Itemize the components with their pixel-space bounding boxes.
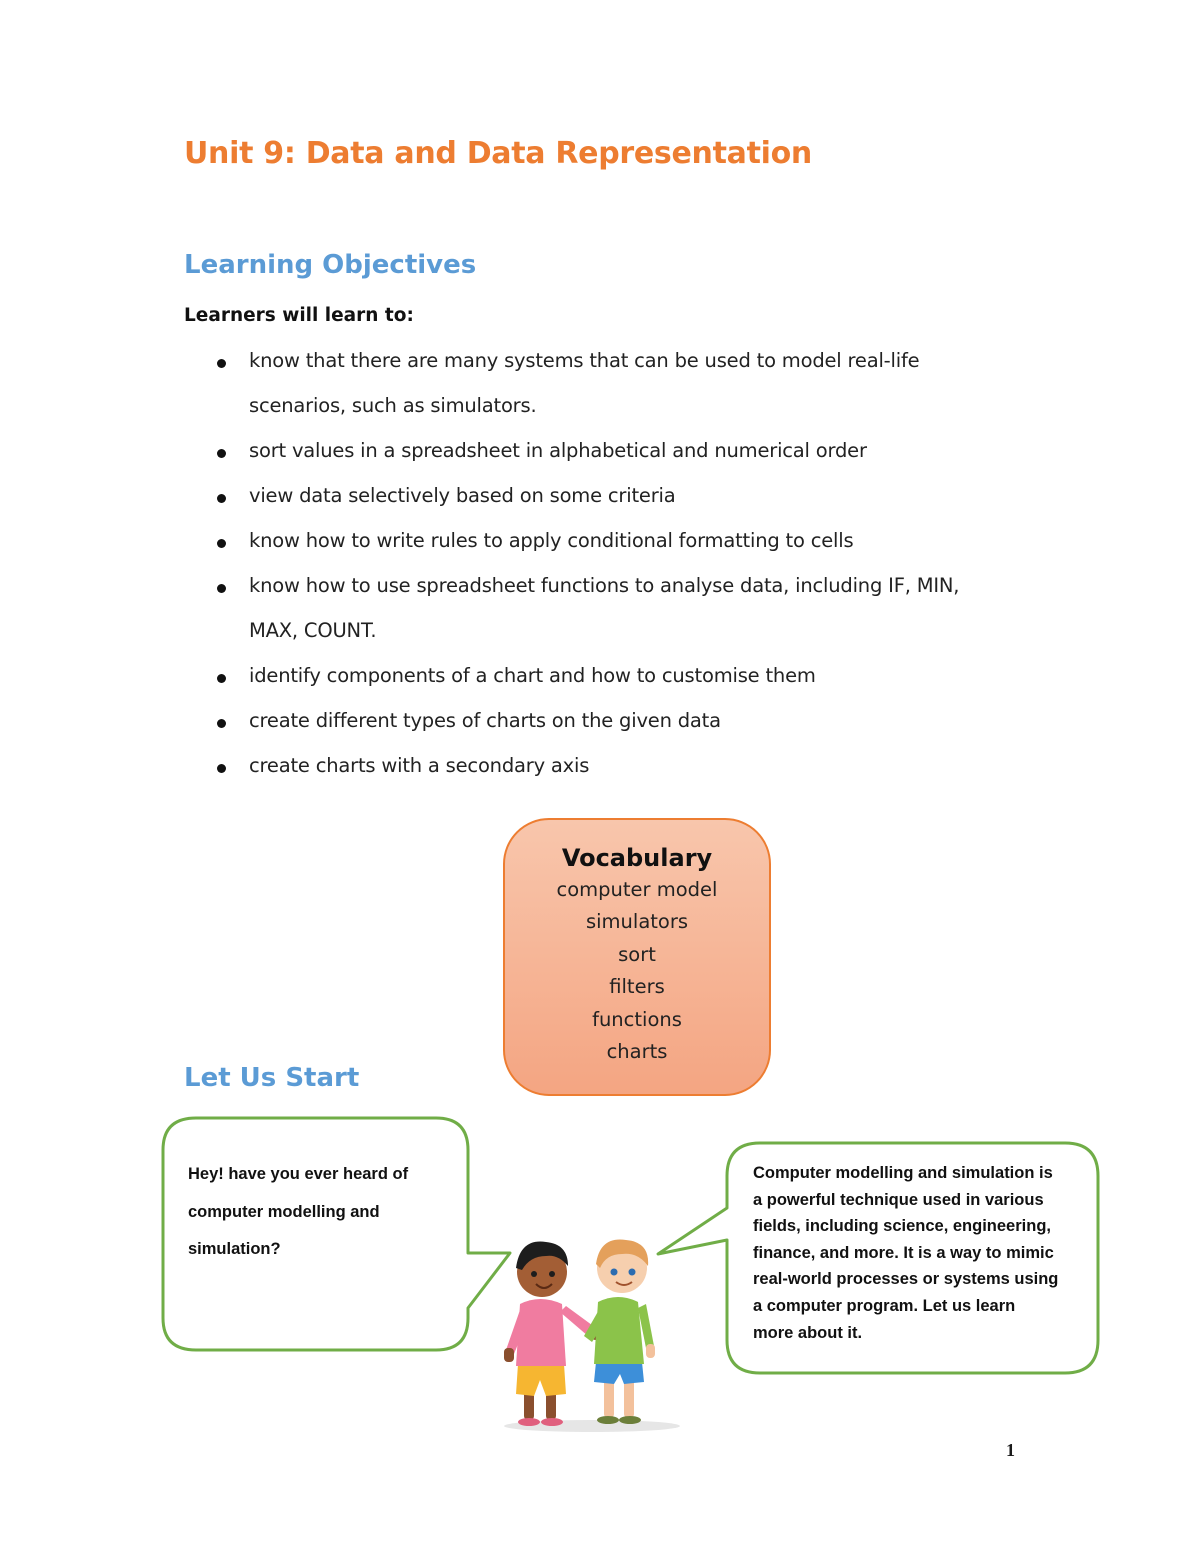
objective-item-text: know how to use spreadsheet functions to analyse data, including IF, MIN, — [249, 574, 960, 597]
vocabulary-item: sort — [618, 942, 656, 966]
left-bubble-line: simulation? — [188, 1240, 281, 1258]
vocabulary-item: simulators — [585, 910, 689, 934]
right-bubble-line: finance, and more. It is a way to mimic — [753, 1243, 1054, 1262]
unit-title: Unit 9: Data and Data Representation — [184, 136, 812, 171]
left-speech-bubble — [163, 1118, 510, 1350]
vocabulary-item: charts — [606, 1040, 668, 1064]
objective-item-text: identify components of a chart and how to customise them — [249, 664, 816, 687]
objective-item-text: MAX, COUNT. — [249, 619, 377, 642]
objective-item-text: know how to write rules to apply conditional formatting to cells — [249, 529, 854, 552]
right-bubble-line: more about it. — [753, 1323, 863, 1342]
objective-item-text: sort values in a spreadsheet in alphabetical and numerical order — [249, 439, 867, 462]
learning-objectives-heading: Learning Objectives — [184, 250, 477, 280]
left-bubble-line: computer modelling and — [188, 1202, 380, 1221]
objective-item-text: create different types of charts on the given data — [249, 709, 721, 732]
right-bubble-line: real-world processes or systems using — [753, 1270, 1059, 1289]
vocabulary-item: computer model — [556, 878, 718, 901]
objective-item-text: create charts with a secondary axis — [249, 754, 590, 777]
right-bubble-line: Computer modelling and simulation is — [753, 1164, 1053, 1182]
objectives-lead: Learners will learn to: — [184, 305, 414, 326]
left-bubble-line: Hey! have you ever heard of — [188, 1165, 409, 1183]
vocabulary-item: filters — [609, 975, 665, 999]
right-bubble-line: a powerful technique used in various — [753, 1190, 1044, 1209]
two-kids-illustration — [496, 1224, 686, 1434]
page-number: 1 — [1006, 1440, 1015, 1460]
objective-item-text: know that there are many systems that can be used to model real-life — [249, 349, 920, 372]
vocabulary-item: functions — [592, 1007, 682, 1031]
right-bubble-line: fields, including science, engineering, — [753, 1217, 1051, 1236]
vocabulary-title: Vocabulary — [561, 844, 713, 872]
objective-item-text: view data selectively based on some criteria — [249, 484, 676, 507]
objective-item-text: scenarios, such as simulators. — [249, 394, 537, 417]
right-bubble-line: a computer program. Let us learn — [753, 1297, 1016, 1315]
boy-right-figure — [584, 1240, 655, 1425]
lets-start-heading: Let Us Start — [184, 1063, 360, 1093]
